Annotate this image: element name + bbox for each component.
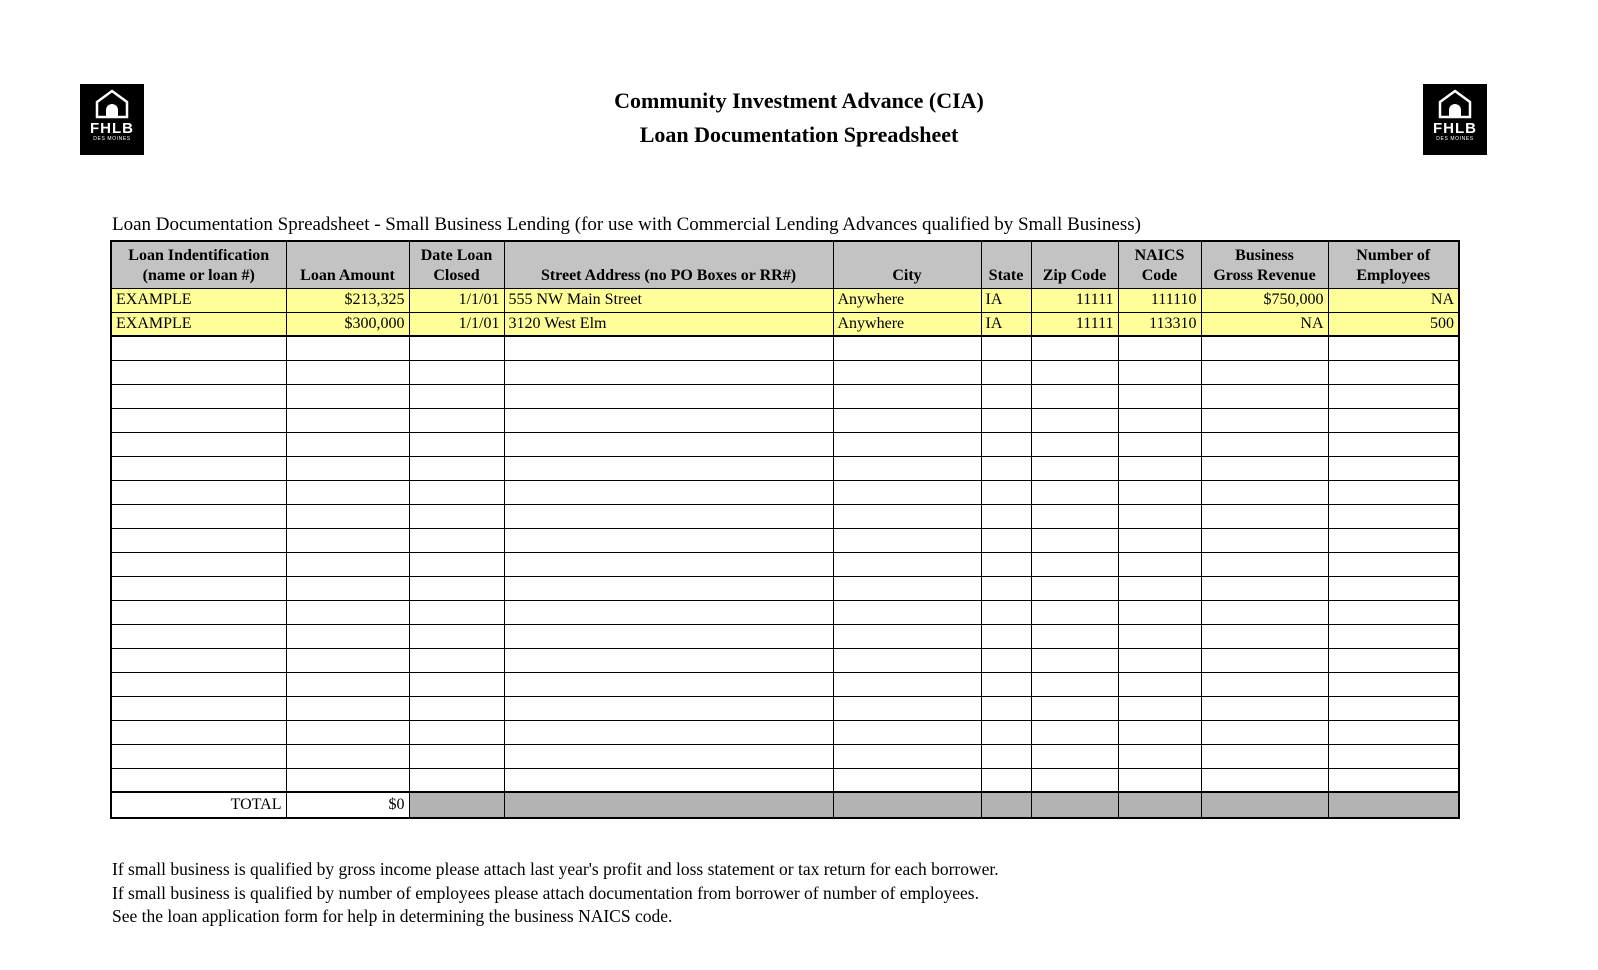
empty-row — [111, 600, 1459, 624]
table-cell — [286, 456, 409, 480]
empty-row — [111, 648, 1459, 672]
table-cell — [504, 360, 833, 384]
table-cell — [1328, 552, 1459, 576]
table-cell — [504, 672, 833, 696]
column-header: Date Loan Closed — [409, 241, 504, 288]
table-cell: 1/1/01 — [409, 288, 504, 312]
table-cell — [833, 552, 981, 576]
table-cell — [286, 408, 409, 432]
title-line2: Loan Documentation Spreadsheet — [639, 122, 959, 147]
table-cell — [833, 480, 981, 504]
table-cell: 555 NW Main Street — [504, 288, 833, 312]
table-cell — [1328, 384, 1459, 408]
empty-row — [111, 576, 1459, 600]
table-cell — [1201, 720, 1328, 744]
table-cell — [286, 384, 409, 408]
table-cell — [1328, 576, 1459, 600]
table-cell — [1201, 336, 1328, 360]
column-header: Zip Code — [1031, 241, 1118, 288]
title-line1: Community Investment Advance (CIA) — [614, 88, 984, 113]
table-cell — [111, 528, 286, 552]
table-cell — [409, 792, 504, 818]
table-cell — [981, 552, 1031, 576]
table-cell — [409, 576, 504, 600]
table-cell — [111, 408, 286, 432]
table-cell — [1118, 768, 1201, 792]
table-cell — [1328, 456, 1459, 480]
column-header: Number of Employees — [1328, 241, 1459, 288]
table-cell — [1328, 480, 1459, 504]
table-cell — [1031, 744, 1118, 768]
table-cell — [504, 504, 833, 528]
empty-row — [111, 696, 1459, 720]
table-cell — [1031, 360, 1118, 384]
table-cell — [1118, 528, 1201, 552]
empty-row — [111, 672, 1459, 696]
table-cell — [504, 600, 833, 624]
table-cell — [981, 480, 1031, 504]
table-cell — [1201, 552, 1328, 576]
empty-row — [111, 768, 1459, 792]
table-cell — [504, 456, 833, 480]
table-cell — [111, 384, 286, 408]
table-cell — [981, 336, 1031, 360]
empty-row — [111, 456, 1459, 480]
table-cell — [1201, 672, 1328, 696]
table-cell — [1031, 720, 1118, 744]
table-cell — [1031, 648, 1118, 672]
table-cell — [981, 768, 1031, 792]
table-cell — [1328, 744, 1459, 768]
table-cell — [111, 456, 286, 480]
table-cell — [286, 504, 409, 528]
table-cell — [504, 624, 833, 648]
total-amount: $0 — [286, 792, 409, 818]
table-cell — [409, 384, 504, 408]
header-row — [111, 241, 1459, 288]
table-cell — [1328, 624, 1459, 648]
column-header: NAICS Code — [1118, 241, 1201, 288]
table-cell — [111, 744, 286, 768]
table-cell — [286, 648, 409, 672]
table-cell — [833, 408, 981, 432]
table-cell — [1201, 360, 1328, 384]
table-cell — [981, 600, 1031, 624]
table-cell — [1201, 648, 1328, 672]
table-cell — [1201, 696, 1328, 720]
table-cell — [1201, 456, 1328, 480]
table-cell: EXAMPLE — [111, 288, 286, 312]
table-cell — [981, 504, 1031, 528]
table-cell — [409, 408, 504, 432]
table-cell — [1201, 576, 1328, 600]
table-cell — [1118, 336, 1201, 360]
table-cell — [409, 720, 504, 744]
table-cell — [981, 408, 1031, 432]
table-cell — [1031, 456, 1118, 480]
table-cell — [833, 648, 981, 672]
table-cell: Anywhere — [833, 312, 981, 336]
table-cell — [1201, 792, 1328, 818]
table-cell — [409, 528, 504, 552]
table-cell — [833, 672, 981, 696]
table-cell — [504, 336, 833, 360]
loan-documentation-table — [110, 240, 1460, 819]
table-cell — [1201, 528, 1328, 552]
table-cell — [286, 576, 409, 600]
table-cell: NA — [1328, 288, 1459, 312]
footnote-line: If small business is qualified by number of employees please attach documentation from borrower of number of employees. — [112, 882, 979, 903]
table-cell — [1328, 504, 1459, 528]
table-cell — [1118, 696, 1201, 720]
table-cell — [1118, 480, 1201, 504]
table-cell — [409, 648, 504, 672]
table-cell — [1031, 408, 1118, 432]
table-cell — [833, 576, 981, 600]
table-cell — [1328, 528, 1459, 552]
column-header: Loan Amount — [286, 241, 409, 288]
table-cell — [981, 720, 1031, 744]
total-label: TOTAL — [111, 792, 286, 818]
table-cell — [286, 360, 409, 384]
table-cell — [833, 528, 981, 552]
table-cell: $213,325 — [286, 288, 409, 312]
footnote-line: If small business is qualified by gross income please attach last year's profit and loss statement or tax return for each borrower. — [112, 859, 999, 879]
table-cell — [981, 744, 1031, 768]
table-cell — [1031, 384, 1118, 408]
document-title — [0, 88, 1598, 148]
column-header: Loan Indentification (name or loan #) — [111, 241, 286, 288]
table-cell — [409, 768, 504, 792]
table-cell — [1031, 768, 1118, 792]
table-cell: EXAMPLE — [111, 312, 286, 336]
table-cell — [1031, 792, 1118, 818]
table-cell: IA — [981, 288, 1031, 312]
empty-row — [111, 720, 1459, 744]
table-cell — [981, 648, 1031, 672]
table-cell — [409, 456, 504, 480]
footnote-line: See the loan application form for help in determining the business NAICS code. — [112, 906, 673, 926]
table-cell — [1031, 672, 1118, 696]
table-cell — [1031, 504, 1118, 528]
empty-row — [111, 360, 1459, 384]
table-cell — [1328, 648, 1459, 672]
logo-subtext: DES MOINES — [1436, 136, 1474, 142]
table-cell — [504, 552, 833, 576]
table-cell: 111110 — [1118, 288, 1201, 312]
table-cell — [1201, 408, 1328, 432]
table-cell — [1328, 792, 1459, 818]
table-cell — [1201, 384, 1328, 408]
table-cell: NA — [1201, 312, 1328, 336]
table-cell — [1031, 552, 1118, 576]
logo-text: FHLB — [1433, 120, 1477, 137]
empty-row — [111, 384, 1459, 408]
table-cell: $750,000 — [1201, 288, 1328, 312]
table-cell — [833, 504, 981, 528]
table-cell — [111, 720, 286, 744]
empty-row — [111, 624, 1459, 648]
table-cell — [1328, 768, 1459, 792]
empty-row — [111, 336, 1459, 360]
table-cell — [981, 528, 1031, 552]
table-caption: Loan Documentation Spreadsheet - Small Business Lending (for use with Commercial Lending Advances qualified by Small Business) — [112, 214, 1141, 235]
table-cell — [1118, 672, 1201, 696]
table-cell — [111, 360, 286, 384]
table-cell: Anywhere — [833, 288, 981, 312]
table-cell — [504, 576, 833, 600]
table-cell — [833, 720, 981, 744]
table-cell — [981, 576, 1031, 600]
table-cell — [1118, 360, 1201, 384]
table-cell — [504, 408, 833, 432]
table-cell — [111, 480, 286, 504]
table-cell — [833, 336, 981, 360]
table-cell — [1118, 504, 1201, 528]
empty-row — [111, 552, 1459, 576]
table-cell — [111, 576, 286, 600]
table-cell — [504, 696, 833, 720]
table-cell — [504, 792, 833, 818]
table-cell: 11111 — [1031, 288, 1118, 312]
table-cell — [833, 696, 981, 720]
column-header: State — [981, 241, 1031, 288]
table-cell — [1201, 744, 1328, 768]
table-cell — [409, 432, 504, 456]
column-header: Street Address (no PO Boxes or RR#) — [504, 241, 833, 288]
table-cell — [1118, 408, 1201, 432]
table-cell — [111, 336, 286, 360]
house-icon — [1438, 89, 1472, 119]
table-cell — [1118, 576, 1201, 600]
table-cell — [409, 744, 504, 768]
empty-row — [111, 504, 1459, 528]
example-row — [111, 288, 1459, 312]
table-cell — [1201, 480, 1328, 504]
table-cell — [409, 552, 504, 576]
column-header: Business Gross Revenue — [1201, 241, 1328, 288]
table-cell — [1118, 552, 1201, 576]
table-cell — [981, 696, 1031, 720]
table-cell: 3120 West Elm — [504, 312, 833, 336]
table-cell — [111, 672, 286, 696]
table-cell: 113310 — [1118, 312, 1201, 336]
table-cell — [1201, 504, 1328, 528]
table-cell — [111, 432, 286, 456]
table-cell — [286, 600, 409, 624]
empty-row — [111, 744, 1459, 768]
table-cell — [833, 792, 981, 818]
table-cell — [1201, 768, 1328, 792]
table-cell — [1031, 576, 1118, 600]
table-cell — [1328, 336, 1459, 360]
table-cell — [409, 504, 504, 528]
table-cell — [1031, 696, 1118, 720]
table-cell — [111, 648, 286, 672]
table-cell — [286, 696, 409, 720]
table-cell — [1118, 600, 1201, 624]
table-cell — [1328, 360, 1459, 384]
table-cell — [1118, 792, 1201, 818]
table-cell — [409, 360, 504, 384]
table-cell — [833, 360, 981, 384]
table-cell — [286, 552, 409, 576]
table-cell — [111, 600, 286, 624]
example-row — [111, 312, 1459, 336]
empty-row — [111, 480, 1459, 504]
table-cell — [1118, 720, 1201, 744]
table-cell — [504, 648, 833, 672]
table-cell — [111, 552, 286, 576]
table-cell: $300,000 — [286, 312, 409, 336]
table-cell — [504, 528, 833, 552]
table-cell — [1118, 648, 1201, 672]
table-cell — [981, 384, 1031, 408]
logo-subtext: DES MOINES — [93, 136, 131, 142]
table-cell — [1118, 384, 1201, 408]
table-cell — [1328, 672, 1459, 696]
footnotes — [112, 858, 999, 929]
table-cell — [504, 768, 833, 792]
table-cell — [504, 384, 833, 408]
table-cell — [111, 696, 286, 720]
table-cell — [1118, 432, 1201, 456]
table-cell — [286, 624, 409, 648]
table-cell — [1031, 624, 1118, 648]
table-cell — [504, 432, 833, 456]
table-cell — [981, 360, 1031, 384]
table-cell — [504, 480, 833, 504]
table-cell — [286, 336, 409, 360]
table-cell — [409, 600, 504, 624]
table-cell — [286, 528, 409, 552]
table-cell — [833, 768, 981, 792]
table-cell — [1031, 432, 1118, 456]
empty-row — [111, 432, 1459, 456]
table-cell — [286, 432, 409, 456]
table-cell — [1328, 408, 1459, 432]
table-cell — [1328, 696, 1459, 720]
table-cell — [1201, 600, 1328, 624]
table-cell — [981, 432, 1031, 456]
table-cell — [286, 480, 409, 504]
table-cell — [1031, 480, 1118, 504]
table-cell — [111, 624, 286, 648]
table-cell — [409, 672, 504, 696]
table-cell — [286, 672, 409, 696]
table-cell — [833, 600, 981, 624]
table-cell — [111, 768, 286, 792]
table-cell — [409, 480, 504, 504]
table-cell: 500 — [1328, 312, 1459, 336]
table-cell — [981, 672, 1031, 696]
table-cell — [409, 696, 504, 720]
table-cell — [1118, 624, 1201, 648]
total-row — [111, 792, 1459, 818]
table-cell — [286, 720, 409, 744]
column-header: City — [833, 241, 981, 288]
empty-row — [111, 528, 1459, 552]
table-cell — [504, 720, 833, 744]
fhlb-logo-right — [1423, 84, 1487, 155]
table-cell — [981, 624, 1031, 648]
table-cell — [1031, 528, 1118, 552]
table-cell — [409, 336, 504, 360]
table-cell — [286, 744, 409, 768]
empty-row — [111, 408, 1459, 432]
table-cell — [1201, 432, 1328, 456]
table-cell — [504, 744, 833, 768]
table-cell — [833, 432, 981, 456]
table-cell — [1118, 744, 1201, 768]
table-cell — [1031, 600, 1118, 624]
table-cell — [286, 768, 409, 792]
table-cell — [833, 384, 981, 408]
table-cell — [1031, 336, 1118, 360]
table-cell — [981, 792, 1031, 818]
table-cell — [833, 744, 981, 768]
table-cell — [1328, 432, 1459, 456]
logo-text: FHLB — [90, 120, 134, 137]
table-cell — [981, 456, 1031, 480]
table-cell — [409, 624, 504, 648]
table-cell — [1201, 624, 1328, 648]
table-cell — [1328, 720, 1459, 744]
table-cell — [833, 624, 981, 648]
table-cell: IA — [981, 312, 1031, 336]
table-cell — [111, 504, 286, 528]
table-cell — [833, 456, 981, 480]
table-cell — [1118, 456, 1201, 480]
table-cell: 11111 — [1031, 312, 1118, 336]
table-cell: 1/1/01 — [409, 312, 504, 336]
table-cell — [1328, 600, 1459, 624]
